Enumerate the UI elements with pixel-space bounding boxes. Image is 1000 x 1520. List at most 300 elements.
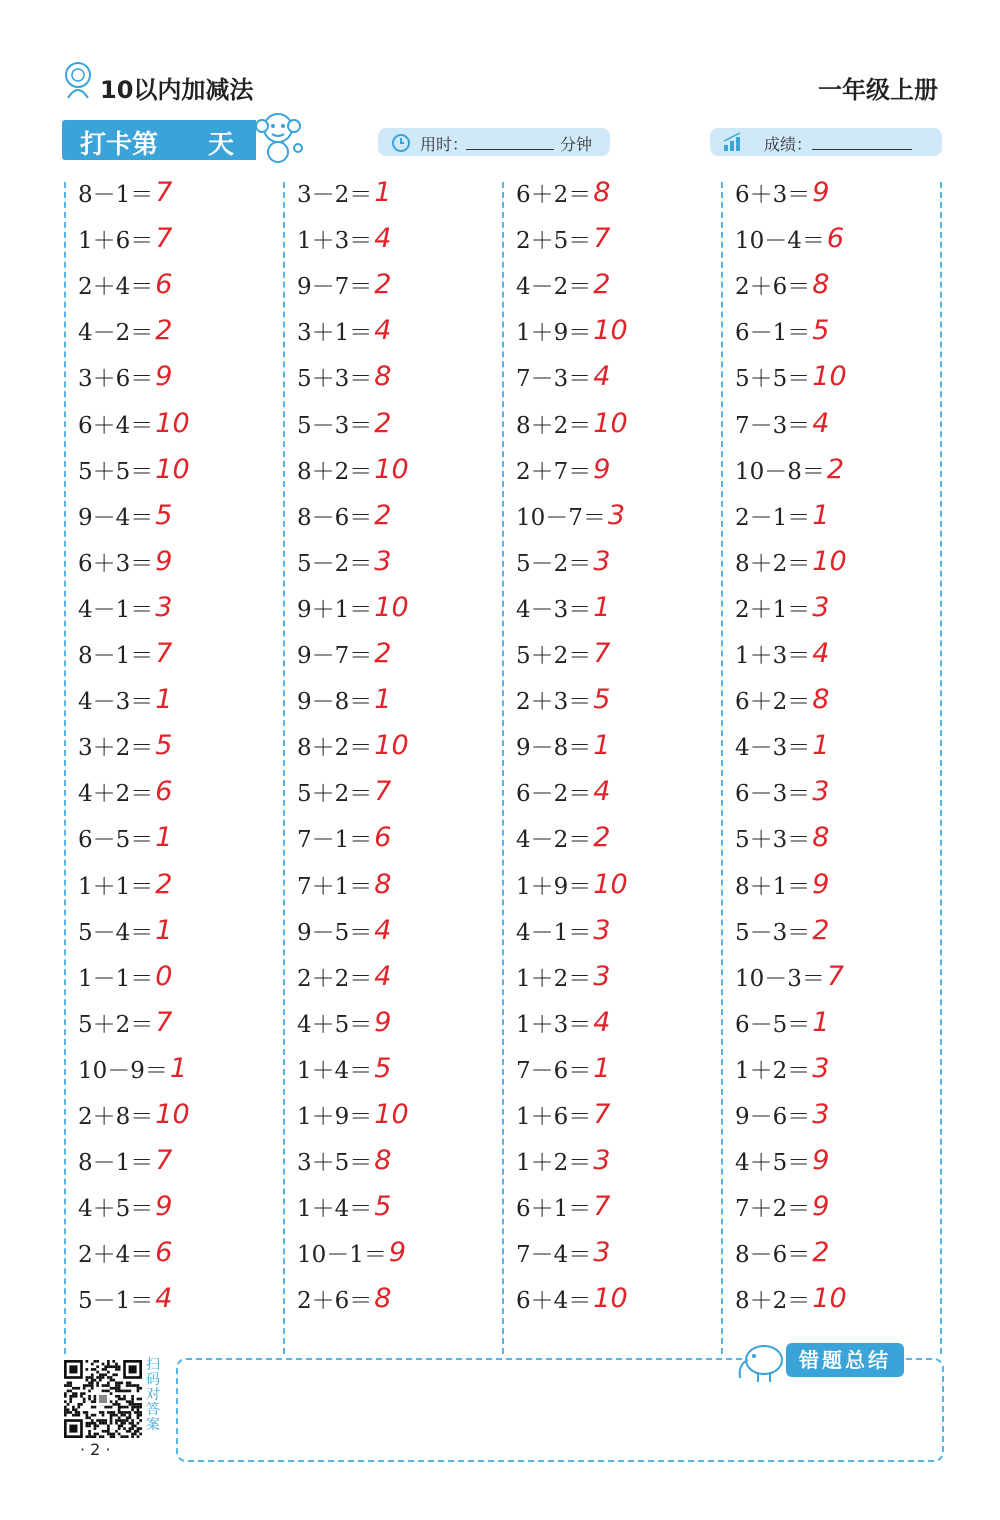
qr-caption: 扫码对答案	[146, 1357, 160, 1433]
problem-text: 2－1＝	[735, 504, 811, 531]
handwritten-answer[interactable]: 10	[374, 453, 409, 485]
problem-text: 1＋6＝	[516, 1104, 592, 1130]
equation-row	[78, 914, 278, 960]
equation-row	[516, 545, 716, 591]
problem-text: 1＋3＝	[297, 228, 373, 255]
column-divider	[64, 182, 66, 1354]
handwritten-answer[interactable]: 7	[155, 177, 173, 208]
handwritten-answer[interactable]: 7	[593, 638, 611, 669]
problem-text: 10－3＝	[735, 965, 825, 992]
monkey-icon	[252, 108, 308, 166]
equation-row	[297, 683, 497, 729]
handwritten-answer[interactable]: 5	[155, 499, 173, 531]
time-unit: 分钟	[560, 135, 593, 154]
problem-text: 4＋5＝	[78, 1196, 154, 1223]
problem-text: 8－6＝	[297, 504, 373, 531]
handwritten-answer[interactable]: 2	[812, 1237, 830, 1269]
equation-row	[735, 1282, 935, 1328]
handwritten-answer[interactable]: 1	[155, 914, 173, 946]
handwritten-answer[interactable]: 3	[593, 960, 611, 992]
handwritten-answer[interactable]: 4	[374, 960, 392, 992]
equation-row	[297, 268, 497, 314]
problem-text: 8－1＝	[78, 1150, 154, 1177]
handwritten-answer[interactable]: 7	[155, 1145, 173, 1177]
problem-text: 2＋6＝	[297, 1288, 373, 1315]
problem-text: 9－6＝	[735, 1104, 811, 1130]
handwritten-answer[interactable]: 8	[593, 177, 611, 208]
chart-icon	[722, 131, 744, 153]
handwritten-answer[interactable]: 1	[812, 730, 830, 762]
handwritten-answer[interactable]: 2	[155, 315, 173, 347]
handwritten-answer[interactable]: 10	[155, 453, 190, 485]
equation-row	[297, 591, 497, 637]
problem-text: 8＋1＝	[735, 873, 811, 900]
equation-row	[78, 222, 278, 268]
problem-text: 1＋1＝	[78, 873, 154, 900]
problem-text: 6＋2＝	[516, 182, 592, 208]
equation-row	[735, 453, 935, 499]
equation-row	[78, 176, 278, 222]
equation-row	[735, 821, 935, 867]
handwritten-answer[interactable]: 2	[812, 914, 830, 946]
equation-row	[735, 176, 935, 222]
problem-text: 1＋9＝	[297, 1104, 373, 1130]
handwritten-answer[interactable]: 6	[155, 269, 173, 301]
equation-row	[297, 637, 497, 683]
problem-text: 4＋2＝	[78, 781, 154, 808]
handwritten-answer[interactable]: 1	[374, 684, 392, 716]
problem-text: 5－3＝	[297, 412, 373, 439]
problem-text: 1－1＝	[78, 965, 154, 992]
handwritten-answer[interactable]: 4	[374, 223, 392, 255]
handwritten-answer[interactable]: 9	[812, 177, 830, 208]
handwritten-answer[interactable]: 9	[593, 453, 611, 485]
equation-row	[297, 453, 497, 499]
handwritten-answer[interactable]: 8	[374, 361, 392, 393]
equation-row	[297, 1144, 497, 1190]
equation-row	[78, 499, 278, 545]
equation-row	[735, 729, 935, 775]
problem-text: 2＋3＝	[516, 689, 592, 716]
problem-text: 9－4＝	[78, 504, 154, 531]
equation-row	[297, 222, 497, 268]
equation-row	[78, 821, 278, 867]
problem-text: 7－3＝	[516, 366, 592, 393]
equation-row	[735, 591, 935, 637]
problem-text: 5＋3＝	[297, 366, 373, 393]
problem-text: 2＋4＝	[78, 274, 154, 301]
handwritten-answer[interactable]: 1	[593, 1052, 611, 1084]
equation-row	[735, 914, 935, 960]
handwritten-answer[interactable]: 10	[593, 868, 628, 900]
score-field	[710, 128, 942, 156]
equation-row	[297, 360, 497, 406]
handwritten-answer[interactable]: 7	[593, 223, 611, 255]
equation-row	[735, 222, 935, 268]
score-label: 成绩：	[764, 135, 813, 154]
equation-row	[297, 775, 497, 821]
handwritten-answer[interactable]: 8	[374, 1283, 392, 1315]
problem-text: 4－2＝	[516, 827, 592, 854]
problem-text: 1＋6＝	[78, 228, 154, 255]
problem-text: 4＋5＝	[735, 1150, 811, 1177]
equation-row	[516, 960, 716, 1006]
handwritten-answer[interactable]: 7	[593, 1191, 611, 1223]
equation-row	[78, 591, 278, 637]
handwritten-answer[interactable]: 4	[374, 315, 392, 347]
problem-text: 1＋4＝	[297, 1196, 373, 1223]
handwritten-answer[interactable]: 7	[155, 1006, 173, 1038]
handwritten-answer[interactable]: 3	[812, 776, 830, 808]
equation-row	[516, 1052, 716, 1098]
problem-text: 4＋5＝	[297, 1011, 373, 1038]
equation-row	[297, 499, 497, 545]
equation-row	[516, 1098, 716, 1144]
handwritten-answer[interactable]: 4	[374, 914, 392, 946]
equation-row	[735, 1236, 935, 1282]
handwritten-answer[interactable]: 7	[374, 776, 392, 808]
handwritten-answer[interactable]: 9	[155, 361, 173, 393]
handwritten-answer[interactable]: 3	[374, 545, 392, 577]
problem-text: 8－6＝	[735, 1242, 811, 1269]
clock-icon	[390, 131, 412, 153]
equation-row	[297, 1236, 497, 1282]
problem-text: 6－5＝	[78, 827, 154, 854]
handwritten-answer[interactable]: 2	[374, 269, 392, 301]
equation-row	[516, 821, 716, 867]
equation-row	[735, 499, 935, 545]
equation-row	[735, 775, 935, 821]
handwritten-answer[interactable]: 10	[812, 361, 847, 393]
equation-row	[516, 1282, 716, 1328]
handwritten-answer[interactable]: 9	[812, 1191, 830, 1223]
equation-row	[78, 960, 278, 1006]
equation-row	[78, 453, 278, 499]
equation-row	[516, 360, 716, 406]
problem-text: 6＋4＝	[516, 1288, 592, 1315]
lion-icon	[60, 60, 96, 100]
problem-text: 7＋2＝	[735, 1196, 811, 1223]
problem-text: 6＋3＝	[735, 182, 811, 208]
equation-row	[297, 1282, 497, 1328]
problem-text: 5＋5＝	[735, 366, 811, 393]
handwritten-answer[interactable]: 5	[374, 1052, 392, 1084]
problem-text: 4－3＝	[78, 689, 154, 716]
handwritten-answer[interactable]: 3	[812, 1052, 830, 1084]
equation-row	[516, 1236, 716, 1282]
handwritten-answer[interactable]: 3	[593, 1237, 611, 1269]
equation-row	[78, 775, 278, 821]
problem-text: 8＋2＝	[297, 458, 373, 485]
equation-row	[297, 1052, 497, 1098]
problem-text: 8＋2＝	[516, 412, 592, 439]
handwritten-answer[interactable]: 2	[374, 499, 392, 531]
equation-row	[516, 499, 716, 545]
problem-text: 8－1＝	[78, 182, 154, 208]
checkin-suffix: 天	[208, 130, 235, 160]
handwritten-answer[interactable]: 8	[374, 1145, 392, 1177]
equation-row	[516, 314, 716, 360]
problem-text: 9－7＝	[297, 274, 373, 301]
equation-row	[297, 314, 497, 360]
equation-row	[297, 868, 497, 914]
equation-row	[78, 360, 278, 406]
handwritten-answer[interactable]: 4	[593, 1006, 611, 1038]
equation-row	[735, 268, 935, 314]
problem-text: 10－9＝	[78, 1057, 168, 1084]
equation-row	[78, 683, 278, 729]
problem-text: 7－3＝	[735, 412, 811, 439]
equation-row	[735, 407, 935, 453]
handwritten-answer[interactable]: 10	[812, 545, 847, 577]
problem-text: 2＋4＝	[78, 1242, 154, 1269]
equation-row	[516, 637, 716, 683]
problem-text: 1＋2＝	[516, 1150, 592, 1177]
handwritten-answer[interactable]: 1	[812, 1006, 830, 1038]
problem-text: 5－2＝	[297, 550, 373, 577]
handwritten-answer[interactable]: 1	[374, 177, 392, 208]
handwritten-answer[interactable]: 7	[826, 960, 845, 992]
handwritten-answer[interactable]: 10	[812, 1283, 847, 1315]
problem-text: 5＋2＝	[516, 643, 592, 669]
problem-text: 1＋9＝	[516, 320, 592, 347]
problem-text: 6＋4＝	[78, 412, 154, 439]
equation-row	[735, 1098, 935, 1144]
handwritten-answer[interactable]: 7	[155, 223, 173, 255]
problem-text: 4－1＝	[78, 596, 154, 623]
handwritten-answer[interactable]: 4	[155, 1283, 173, 1315]
problem-text: 3＋5＝	[297, 1150, 373, 1177]
handwritten-answer[interactable]: 8	[374, 868, 392, 900]
equation-row	[516, 1144, 716, 1190]
problem-text: 6－3＝	[735, 781, 811, 808]
equation-row	[297, 1190, 497, 1236]
problem-text: 6－5＝	[735, 1011, 811, 1038]
equation-row	[516, 914, 716, 960]
problem-text: 10－7＝	[516, 504, 606, 531]
equation-row	[735, 960, 935, 1006]
problem-text: 9－8＝	[297, 689, 373, 716]
grade-label: 一年级上册	[818, 76, 938, 104]
equation-row	[516, 729, 716, 775]
handwritten-answer[interactable]: 7	[593, 1099, 611, 1130]
problem-text: 2＋5＝	[516, 228, 592, 255]
handwritten-answer[interactable]: 2	[826, 453, 845, 485]
problem-text: 8＋2＝	[735, 550, 811, 577]
handwritten-answer[interactable]: 9	[155, 1191, 173, 1223]
equation-row	[78, 1006, 278, 1052]
handwritten-answer[interactable]: 5	[812, 315, 830, 347]
equation-row	[516, 407, 716, 453]
equation-row	[516, 1006, 716, 1052]
handwritten-answer[interactable]: 2	[155, 868, 173, 900]
equation-row	[735, 1144, 935, 1190]
handwritten-answer[interactable]: 7	[155, 638, 173, 669]
column-divider	[721, 182, 723, 1354]
column-divider	[283, 182, 285, 1354]
equation-row	[297, 407, 497, 453]
equation-row	[516, 591, 716, 637]
handwritten-answer[interactable]: 3	[155, 591, 173, 623]
problem-text: 1＋4＝	[297, 1057, 373, 1084]
equation-row	[516, 1190, 716, 1236]
handwritten-answer[interactable]: 0	[155, 960, 173, 992]
equation-row	[735, 868, 935, 914]
problem-text: 1＋3＝	[735, 643, 811, 669]
handwritten-answer[interactable]: 3	[593, 914, 611, 946]
handwritten-answer[interactable]: 3	[593, 1145, 611, 1177]
handwritten-answer[interactable]: 3	[812, 591, 830, 623]
handwritten-answer[interactable]: 2	[593, 822, 611, 854]
problem-text: 2＋7＝	[516, 458, 592, 485]
equation-row	[78, 1236, 278, 1282]
handwritten-answer[interactable]: 5	[155, 730, 173, 762]
equation-row	[78, 1052, 278, 1098]
problem-text: 6＋1＝	[516, 1196, 592, 1223]
handwritten-answer[interactable]: 3	[593, 545, 611, 577]
handwritten-answer[interactable]: 10	[155, 1099, 190, 1130]
time-label: 用时：	[420, 135, 469, 154]
problem-text: 6＋3＝	[78, 550, 154, 577]
problem-text: 9－8＝	[516, 735, 592, 762]
handwritten-answer[interactable]: 5	[374, 1191, 392, 1223]
handwritten-answer[interactable]: 4	[593, 361, 611, 393]
problem-text: 2＋1＝	[735, 596, 811, 623]
problem-text: 7－4＝	[516, 1242, 592, 1269]
equation-row	[78, 637, 278, 683]
problem-text: 9－5＝	[297, 919, 373, 946]
handwritten-answer[interactable]: 10	[374, 1099, 409, 1130]
qr-code[interactable]	[64, 1360, 142, 1438]
equation-row	[78, 314, 278, 360]
problem-text: 8＋2＝	[735, 1288, 811, 1315]
equation-row	[297, 1098, 497, 1144]
equation-row	[78, 729, 278, 775]
handwritten-answer[interactable]: 10	[374, 730, 409, 762]
equation-row	[516, 683, 716, 729]
problem-text: 7－6＝	[516, 1057, 592, 1084]
handwritten-answer[interactable]: 4	[812, 407, 830, 439]
handwritten-answer[interactable]: 10	[593, 407, 628, 439]
handwritten-answer[interactable]: 4	[812, 638, 830, 669]
handwritten-answer[interactable]: 6	[155, 1237, 173, 1269]
handwritten-answer[interactable]: 10	[374, 591, 409, 623]
handwritten-answer[interactable]: 4	[593, 776, 611, 808]
equation-row	[297, 914, 497, 960]
handwritten-answer[interactable]: 6	[374, 822, 392, 854]
equation-row	[516, 453, 716, 499]
score-input-line[interactable]	[812, 149, 912, 150]
time-field	[378, 128, 610, 156]
handwritten-answer[interactable]: 9	[812, 868, 830, 900]
problem-text: 6＋2＝	[735, 689, 811, 716]
handwritten-answer[interactable]: 8	[812, 684, 830, 716]
problem-text: 1＋2＝	[735, 1057, 811, 1084]
handwritten-answer[interactable]: 6	[826, 223, 845, 255]
equation-row	[78, 268, 278, 314]
equation-row	[78, 407, 278, 453]
problem-text: 5－2＝	[516, 550, 592, 577]
handwritten-answer[interactable]: 10	[593, 315, 628, 347]
equation-row	[297, 960, 497, 1006]
problem-text: 10－4＝	[735, 228, 825, 255]
problem-text: 1＋9＝	[516, 873, 592, 900]
handwritten-answer[interactable]: 5	[593, 684, 611, 716]
equation-row	[735, 637, 935, 683]
equation-row	[735, 683, 935, 729]
checkin-prefix: 打卡第	[80, 130, 159, 160]
checkin-banner	[62, 120, 256, 160]
problem-text: 3＋6＝	[78, 366, 154, 393]
equation-row	[735, 360, 935, 406]
handwritten-answer[interactable]: 2	[374, 407, 392, 439]
equation-row	[297, 1006, 497, 1052]
handwritten-answer[interactable]: 3	[812, 1099, 830, 1130]
problem-text: 9＋1＝	[297, 596, 373, 623]
handwritten-answer[interactable]: 3	[607, 499, 626, 531]
handwritten-answer[interactable]: 2	[374, 638, 392, 669]
problem-text: 6－1＝	[735, 320, 811, 347]
problem-text: 2＋6＝	[735, 274, 811, 301]
handwritten-answer[interactable]: 1	[812, 499, 830, 531]
equation-row	[297, 176, 497, 222]
problem-text: 5－1＝	[78, 1288, 154, 1315]
handwritten-answer[interactable]: 1	[155, 822, 173, 854]
problem-text: 3＋1＝	[297, 320, 373, 347]
equation-row	[297, 545, 497, 591]
handwritten-answer[interactable]: 9	[155, 545, 173, 577]
problem-text: 5－3＝	[735, 919, 811, 946]
column-divider	[502, 182, 504, 1354]
handwritten-answer[interactable]: 9	[374, 1006, 392, 1038]
problem-text: 7－1＝	[297, 827, 373, 854]
equation-row	[516, 775, 716, 821]
time-input-line[interactable]	[466, 149, 554, 150]
problem-text: 9－7＝	[297, 643, 373, 669]
problem-text: 5＋3＝	[735, 827, 811, 854]
page-number: · 2 ·	[80, 1440, 111, 1459]
handwritten-answer[interactable]: 1	[169, 1052, 188, 1084]
handwritten-answer[interactable]: 6	[155, 776, 173, 808]
problem-text: 10－1＝	[297, 1242, 387, 1269]
problem-text: 6－2＝	[516, 781, 592, 808]
equation-row	[297, 729, 497, 775]
problem-text: 3－2＝	[297, 182, 373, 208]
handwritten-answer[interactable]: 2	[593, 269, 611, 301]
problem-text: 5－4＝	[78, 919, 154, 946]
handwritten-answer[interactable]: 1	[593, 730, 611, 762]
problem-text: 4－2＝	[516, 274, 592, 301]
equation-row	[516, 176, 716, 222]
problem-text: 4－1＝	[516, 919, 592, 946]
handwritten-answer[interactable]: 8	[812, 822, 830, 854]
handwritten-answer[interactable]: 9	[812, 1145, 830, 1177]
equation-row	[516, 268, 716, 314]
equation-row	[735, 545, 935, 591]
handwritten-answer[interactable]: 8	[812, 269, 830, 301]
problem-text: 1＋3＝	[516, 1011, 592, 1038]
problem-text: 8－1＝	[78, 643, 154, 669]
handwritten-answer[interactable]: 1	[155, 684, 173, 716]
handwritten-answer[interactable]: 10	[155, 407, 190, 439]
handwritten-answer[interactable]: 1	[593, 591, 611, 623]
handwritten-answer[interactable]: 10	[593, 1283, 628, 1315]
handwritten-answer[interactable]: 9	[388, 1237, 407, 1269]
equation-row	[78, 1098, 278, 1144]
equation-row	[735, 1190, 935, 1236]
problem-text: 10－8＝	[735, 458, 825, 485]
problem-text: 8＋2＝	[297, 735, 373, 762]
